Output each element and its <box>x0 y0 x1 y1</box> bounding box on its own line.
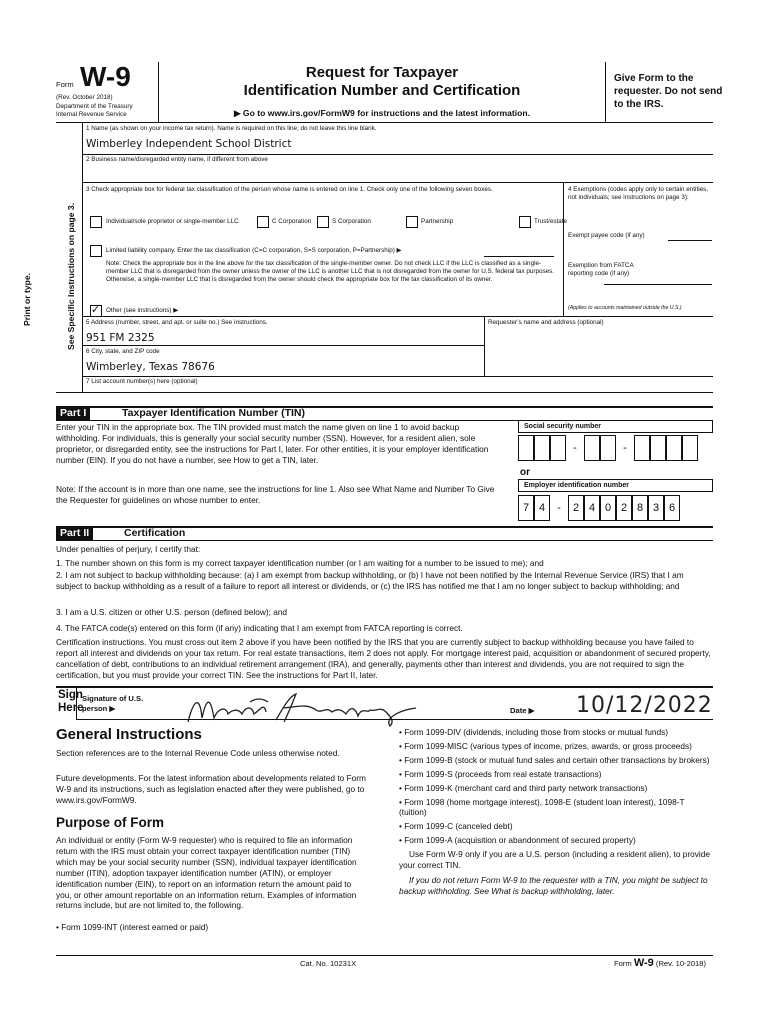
purpose-heading: Purpose of Form <box>56 815 165 830</box>
bullet-item: • Form 1099-DIV (dividends, including those from stocks or mutual funds) <box>399 727 668 737</box>
bullet-item: • Form 1099-K (merchant card and third party network transactions) <box>399 782 648 793</box>
form-title-line1: Request for Taxpayer <box>305 64 459 81</box>
form-number: W-9 <box>80 61 131 92</box>
part2-tag: Part II <box>56 526 93 540</box>
sign-here-label: Sign Here <box>58 689 84 714</box>
ssn-digit-box[interactable] <box>682 435 698 461</box>
checkbox-c-corp[interactable] <box>257 216 269 228</box>
bullet-item: • Form 1099-C (canceled debt) <box>399 821 513 832</box>
ein-digit: 2 <box>620 502 628 514</box>
line2-label: 2 Business name/disregarded entity name, if different from above <box>86 156 268 163</box>
llc-note: Note: Check the appropriate box in the line above for the tax classification of the single-member owner. Do not check LLC if the LLC is classified as a single-member LLC that is disregarded from the owner unless the owner of the LLC is another LLC that is not disregarded from the owner for U.S. federal tax purposes. Otherwise, a single-member LLC that is disregarded from the owner should check the appropriate box for the tax classification of its owner. <box>106 260 555 283</box>
ssn-digit-box[interactable] <box>634 435 650 461</box>
future-developments: Future developments. For the latest information about developments related to Form W-9 and its instructions, such as legislation enacted after they were published, go to www.irs.gov/FormW9. <box>56 773 366 805</box>
ssn-digit-box[interactable] <box>550 435 566 461</box>
or-label: or <box>520 467 530 478</box>
line1-label: 1 Name (as shown on your income tax return). Name is required on this line; do not leave this line blank. <box>86 125 377 132</box>
line7-label: 7 List account number(s) here (optional) <box>86 378 198 385</box>
backup-withholding-text: If you do not return Form W-9 to the requester with a TIN, you might be subject to backup withholding. See What is backup withholding, later. <box>399 874 708 896</box>
form-title-line2: Identification Number and Certification <box>243 82 521 99</box>
signature-label: Signature of U.S. person ▶ <box>82 694 144 713</box>
part1-tag: Part I <box>56 406 90 420</box>
line1-name-value[interactable]: Wimberley Independent School District <box>86 138 292 150</box>
llc-label: Limited liability company. Enter the tax classification (C=C corporation, S=S corporation, P=Partnership) ▶ <box>106 247 402 254</box>
bullet-item: • Form 1098 (home mortgage interest), 1098-E (student loan interest), 1098-T (tuition) <box>399 796 685 818</box>
ein-label: Employer identification number <box>518 479 713 492</box>
bullet-1099-int: • Form 1099-INT (interest earned or paid) <box>56 922 209 932</box>
part2-intro: Under penalties of perjury, I certify that: <box>56 544 201 554</box>
line5-address-value[interactable]: 951 FM 2325 <box>86 332 155 344</box>
bullet-item: • Form 1099-S (proceeds from real estate transactions) <box>399 768 602 779</box>
form-ref-num: W-9 <box>633 957 654 969</box>
ssn-digit-box[interactable] <box>600 435 616 461</box>
signature-image[interactable] <box>180 688 440 728</box>
exempt-payee-label: Exempt payee code (if any) <box>568 232 645 239</box>
bullet-list-right <box>399 727 711 897</box>
option-trust: Trust/estate <box>534 218 568 225</box>
bullet-item: • Form 1099-A (acquisition or abandonment of secured property) <box>399 835 636 846</box>
other-label: Other (see instructions) ▶ <box>106 307 179 314</box>
date-label: Date ▶ <box>510 706 535 715</box>
ein-digit: 2 <box>572 502 580 514</box>
date-value[interactable]: 10/12/2022 <box>576 693 713 718</box>
form-ref-rev: (Rev. 10-2018) <box>655 959 707 968</box>
fatca-applies-note: (Applies to accounts maintained outside the U.S.) <box>568 305 682 311</box>
catalog-number: Cat. No. 10231X <box>300 959 357 968</box>
form-word: Form <box>56 80 74 89</box>
option-c-corp: C Corporation <box>272 218 312 225</box>
part1-instructions: Enter your TIN in the appropriate box. The TIN provided must match the name given on line 1 to avoid backup withholding. For individuals, this is generally your social security number (SSN). However, for a resident alien, sole proprietor, or disregarded entity, see the instructions for Part I, later. For other entities, it is your employer identification number (EIN). If you do not have a number, see How to get a TIN, later. <box>56 422 489 465</box>
ssn-label: Social security number <box>518 420 713 433</box>
ssn-digit-box[interactable] <box>650 435 666 461</box>
irs-label: Internal Revenue Service <box>56 111 127 118</box>
part1-title: Taxpayer Identification Number (TIN) <box>122 407 305 419</box>
line4-label: 4 Exemptions (codes apply only to certain entities, not individuals; see instructions on page 3): <box>568 186 709 201</box>
ssn-digit-box[interactable] <box>518 435 534 461</box>
checkbox-llc[interactable] <box>90 245 102 257</box>
form-ref-prefix: Form <box>614 959 632 968</box>
line6-label: 6 City, state, and ZIP code <box>86 348 160 355</box>
department: Department of the Treasury <box>56 103 133 110</box>
side-label-see: See Specific Instructions on page 3. <box>66 202 76 350</box>
line5-label: 5 Address (number, street, and apt. or suite no.) See instructions. <box>86 319 268 326</box>
side-label-bold: Print or type. <box>22 272 32 326</box>
bullet-item: • Form 1099-B (stock or mutual fund sales and certain other transactions by brokers) <box>399 754 710 765</box>
ssn-dash: - <box>623 442 627 454</box>
option-individual: Individual/sole proprietor or single-member LLC <box>106 218 239 225</box>
general-p1: Section references are to the Internal Revenue Code unless otherwise noted. <box>56 748 340 758</box>
cert-item-1: 1. The number shown on this form is my correct taxpayer identification number (or I am waiting for a number to be issued to me); and <box>56 558 544 568</box>
ssn-digit-box[interactable] <box>584 435 600 461</box>
cert-item-3: 3. I am a U.S. citizen or other U.S. person (defined below); and <box>56 607 288 617</box>
checkbox-individual[interactable] <box>90 216 102 228</box>
checkbox-partnership[interactable] <box>406 216 418 228</box>
ein-digit: 8 <box>636 502 644 514</box>
fatca-label: Exemption from FATCA reporting code (if any) <box>568 262 634 277</box>
ssn-digit-box[interactable] <box>534 435 550 461</box>
requester-label: Requester’s name and address (optional) <box>488 319 604 326</box>
line6-city-value[interactable]: Wimberley, Texas 78676 <box>86 361 215 373</box>
form-ref-footer <box>614 958 706 969</box>
revision-date: (Rev. October 2018) <box>56 94 113 101</box>
ssn-dash: - <box>573 442 577 454</box>
part2-title: Certification <box>124 527 186 539</box>
cert-item-4: 4. The FATCA code(s) entered on this form (if any) indicating that I am exempt from FATCA reporting is correct. <box>56 623 463 633</box>
option-partnership: Partnership <box>421 218 454 225</box>
ssn-digit-box[interactable] <box>666 435 682 461</box>
give-form-note: Give Form to the requester. Do not send to the IRS. <box>614 73 723 110</box>
goto-instructions: ▶ Go to www.irs.gov/FormW9 for instructions and the latest information. <box>233 108 531 118</box>
purpose-text: An individual or entity (Form W-9 requester) who is required to file an information return with the IRS must obtain your correct taxpayer identification number (TIN) which may be your social security number (SSN), individual taxpayer identification number (ITIN), adoption taxpayer identification number (ATIN), or employer identification number (EIN), to report on an information return the amount paid to you, or other amount reportable on an information return. Examples of information returns include, but are not limited to, the following. <box>56 835 357 911</box>
ein-digit: 0 <box>604 502 612 514</box>
use-form-text: Use Form W-9 only if you are a U.S. person (including a resident alien), to provide your correct TIN. <box>399 849 710 871</box>
checkbox-s-corp[interactable] <box>317 216 329 228</box>
ein-digit: 6 <box>668 502 676 514</box>
ein-digit: 4 <box>538 502 546 514</box>
ein-digit: 3 <box>652 502 660 514</box>
cert-instructions: Certification instructions. You must cross out item 2 above if you have been notified by the IRS that you are currently subject to backup withholding because you have failed to report all interest and dividends on your tax return. For real estate transactions, item 2 does not apply. For mortgage interest paid, acquisition or abandonment of secured property, cancellation of debt, contributions to an individual retirement arrangement (IRA), and generally, payments other than interest and dividends, you are not required to sign the certification, but you must provide your correct TIN. See the instructions for Part II, later. <box>56 637 711 680</box>
general-instructions-heading: General Instructions <box>56 726 202 743</box>
part1-note: Note: If the account is in more than one name, see the instructions for line 1. Also see What Name and Number To Give the Requester for guidelines on whose number to enter. <box>56 484 495 505</box>
option-s-corp: S Corporation <box>332 218 371 225</box>
bullet-item: • Form 1099-MISC (various types of income, prizes, awards, or gross proceeds) <box>399 740 692 751</box>
side-instruction-label <box>22 196 42 326</box>
ein-digit: 7 <box>522 502 530 514</box>
ein-digit: 4 <box>588 502 596 514</box>
cert-item-2: 2. I am not subject to backup withholding because: (a) I am exempt from backup withholding, or (b) I have not been notified by the Internal Revenue Service (IRS) that I am subject to backup withholding as a result of a failure to report all interest or dividends, or (c) the IRS has notified me that I am no longer subject to backup withholding; and <box>56 570 684 591</box>
line3-label: 3 Check appropriate box for federal tax classification of the person whose name is entered on line 1. Check only one of the following seven boxes. <box>86 186 493 193</box>
checkbox-trust[interactable] <box>519 216 531 228</box>
ein-dash: - <box>557 502 561 514</box>
checkmark-other: ✓ <box>90 304 101 316</box>
